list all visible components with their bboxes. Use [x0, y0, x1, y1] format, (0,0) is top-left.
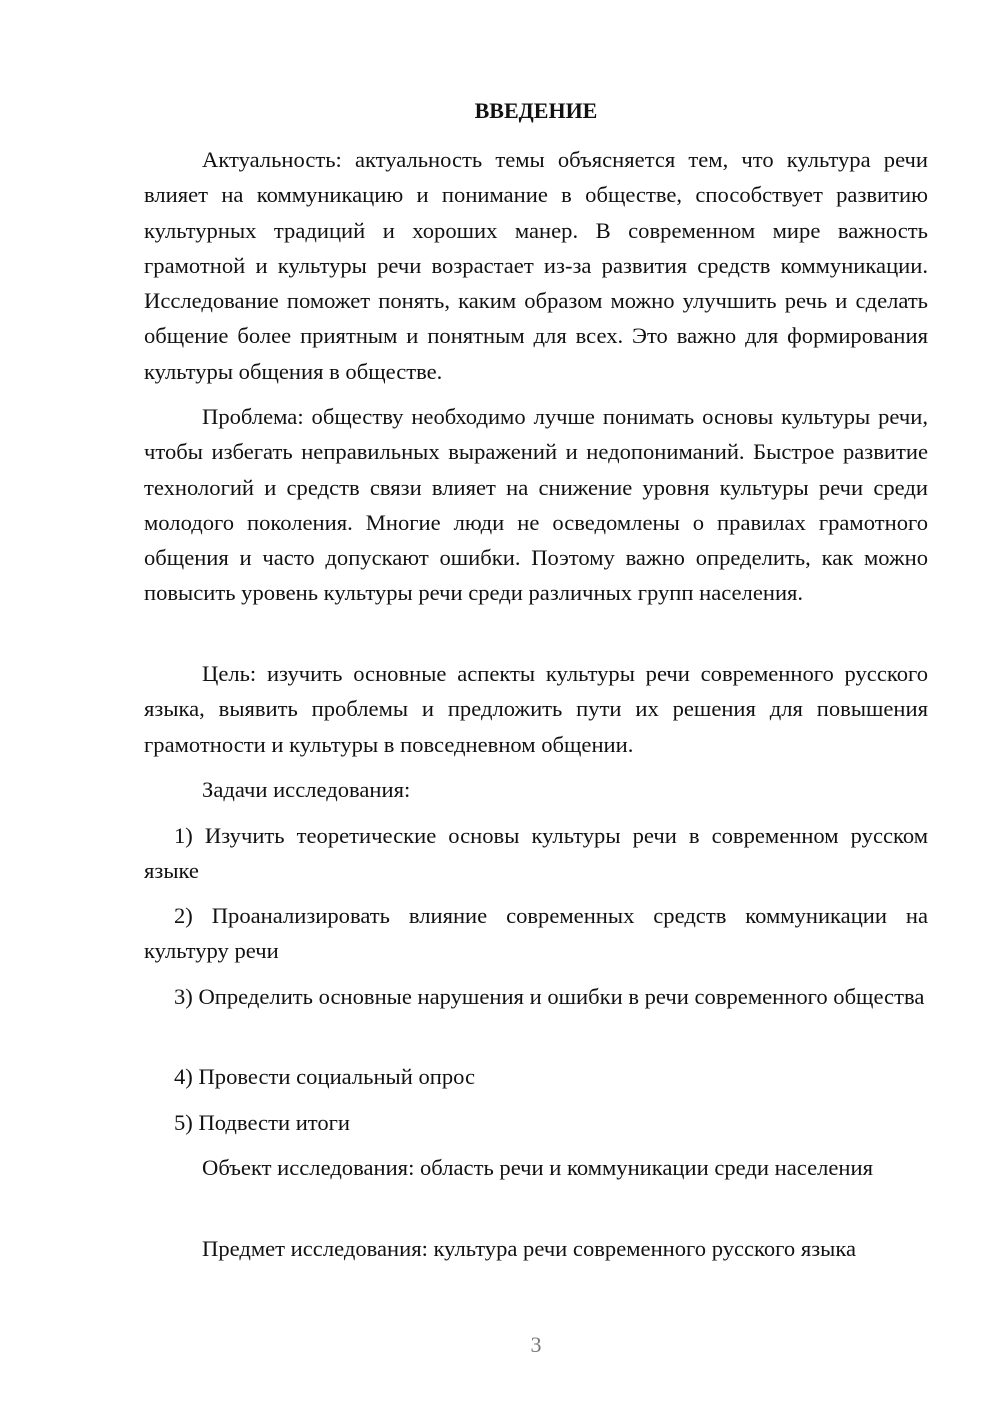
- paragraph-problem: Проблема: обществу необходимо лучше понимать основы культуры речи, чтобы избегать неправильных выражений и недопониманий. Быстрое развитие технологий и средств связи влияет на снижение уровня культуры речи среди молодого поколения. Многие люди не осведомлены о правилах грамотного общения и часто допускают ошибки. Поэтому важно определить, как можно повысить уровень культуры речи среди различных групп населения.: [144, 404, 928, 606]
- task-item-4: 4) Провести социальный опрос: [174, 1064, 476, 1089]
- document-page: [144, 0, 928, 1414]
- page-number: 3: [530, 1332, 542, 1357]
- paragraph-goal: Цель: изучить основные аспекты культуры речи современного русского языка, выявить проблемы и предложить пути их решения для повышения грамотности и культуры в повседневном общении.: [144, 661, 928, 757]
- paragraph-subject: Предмет исследования: культура речи современного русского языка: [202, 1236, 856, 1261]
- tasks-heading: Задачи исследования:: [202, 777, 411, 802]
- task-item-3: 3) Определить основные нарушения и ошибки в речи современного общества: [174, 984, 925, 1009]
- section-title: ВВЕДЕНИЕ: [474, 98, 598, 123]
- paragraph-relevance: Актуальность: актуальность темы объясняется тем, что культура речи влияет на коммуникацию и понимание в обществе, способствует развитию культурных традиций и хороших манер. В современном мире важность грамотной и культуры речи возрастает из-за развития средств коммуникации. Исследование поможет понять, каким образом можно улучшить речь и сделать общение более приятным и понятным для всех. Это важно для формирования культуры общения в обществе.: [144, 147, 928, 384]
- paragraph-object: Объект исследования: область речи и коммуникации среди населения: [202, 1155, 873, 1180]
- task-item-2: 2) Проанализировать влияние современных средств коммуникации на культуру речи: [144, 903, 928, 964]
- task-item-1: 1) Изучить теоретические основы культуры речи в современном русском языке: [144, 823, 928, 884]
- task-item-5: 5) Подвести итоги: [174, 1110, 351, 1135]
